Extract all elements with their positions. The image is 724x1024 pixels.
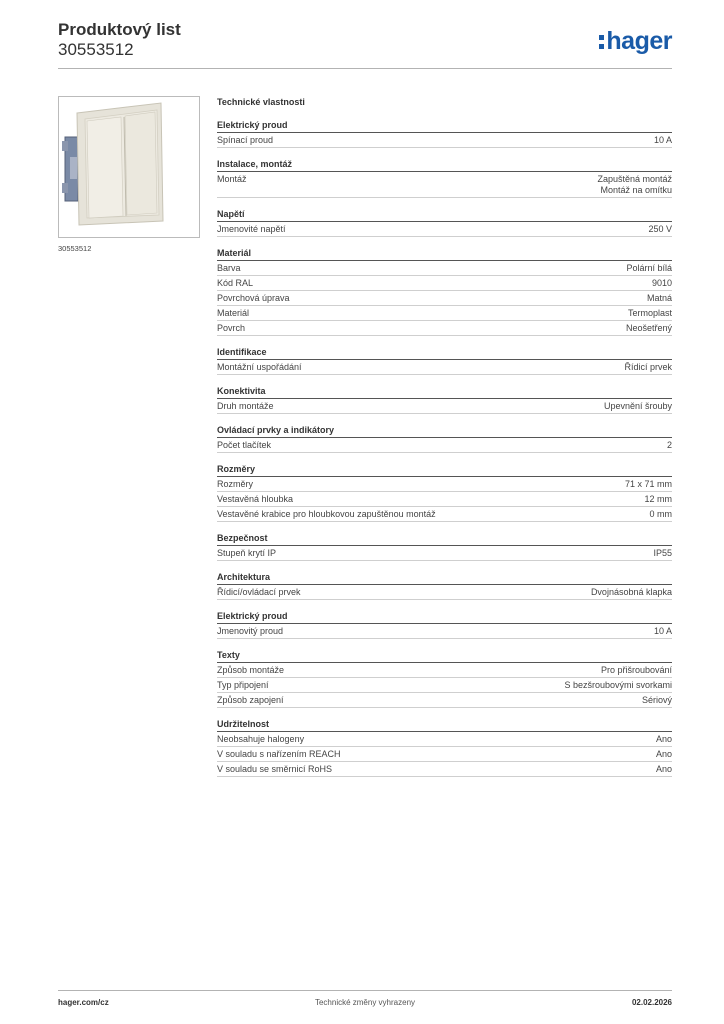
footer-date: 02.02.2026 — [631, 998, 672, 1007]
property-value: 10 A — [653, 135, 672, 145]
property-row — [217, 360, 672, 375]
property-value: 12 mm — [644, 494, 672, 504]
property-label: Kód RAL — [217, 278, 254, 288]
property-value: Sériový — [641, 695, 672, 705]
property-row — [217, 438, 672, 453]
property-row — [217, 261, 672, 276]
product-number: 30553512 — [58, 40, 134, 59]
property-row — [217, 321, 672, 336]
group-title: Konektivita — [217, 384, 672, 399]
property-label: V souladu s nařízením REACH — [217, 749, 341, 759]
property-group — [217, 207, 672, 237]
property-label: Spínací proud — [217, 135, 274, 145]
property-label: Způsob montáže — [217, 665, 285, 675]
property-row — [217, 693, 672, 708]
property-group — [217, 118, 672, 148]
document-title: Produktový list — [58, 20, 181, 39]
property-label: Montážní uspořádání — [217, 362, 302, 372]
property-label: Druh montáže — [217, 401, 274, 411]
property-label: Vestavěná hloubka — [217, 494, 294, 504]
property-row — [217, 585, 672, 600]
property-value: 71 x 71 mm — [624, 479, 672, 489]
property-row — [217, 624, 672, 639]
property-row — [217, 276, 672, 291]
property-row — [217, 222, 672, 237]
property-group — [217, 570, 672, 600]
property-value: Polární bílá — [626, 263, 672, 273]
property-value: Dvojnásobná klapka — [590, 587, 672, 597]
property-value: Zapuštěná montáž Montáž na omítku — [597, 174, 672, 195]
property-value: 2 — [666, 440, 672, 450]
group-title: Bezpečnost — [217, 531, 672, 546]
property-row — [217, 306, 672, 321]
property-group — [217, 384, 672, 414]
property-row — [217, 732, 672, 747]
property-group — [217, 609, 672, 639]
group-title: Elektrický proud — [217, 118, 672, 133]
property-value: Termoplast — [627, 308, 672, 318]
footer-divider — [58, 990, 672, 991]
property-value: Řídicí prvek — [624, 362, 672, 372]
property-group — [217, 648, 672, 708]
property-row — [217, 663, 672, 678]
property-label: Barva — [217, 263, 241, 273]
technical-properties — [217, 96, 672, 786]
property-group — [217, 246, 672, 336]
property-row — [217, 291, 672, 306]
property-value: Neošetřený — [625, 323, 672, 333]
group-title: Ovládací prvky a indikátory — [217, 423, 672, 438]
property-row — [217, 678, 672, 693]
property-row — [217, 172, 672, 198]
property-row — [217, 546, 672, 561]
property-value: 10 A — [653, 626, 672, 636]
property-value: S bezšroubovými svorkami — [564, 680, 672, 690]
group-title: Elektrický proud — [217, 609, 672, 624]
property-row — [217, 492, 672, 507]
property-group — [217, 423, 672, 453]
property-value: Upevnění šrouby — [603, 401, 672, 411]
group-title: Texty — [217, 648, 672, 663]
property-label: Povrch — [217, 323, 246, 333]
property-value: 250 V — [648, 224, 672, 234]
property-label: Stupeň krytí IP — [217, 548, 277, 558]
group-title: Napětí — [217, 207, 672, 222]
property-label: Typ připojení — [217, 680, 269, 690]
property-row — [217, 507, 672, 522]
property-label: Způsob zapojení — [217, 695, 284, 705]
property-value: IP55 — [653, 548, 672, 558]
property-label: Jmenovitý proud — [217, 626, 284, 636]
property-group — [217, 462, 672, 522]
footer-website: hager.com/cz — [58, 998, 109, 1007]
property-value: Pro přišroubování — [600, 665, 672, 675]
group-title: Identifikace — [217, 345, 672, 360]
property-row — [217, 133, 672, 148]
property-label: Řídicí/ovládací prvek — [217, 587, 301, 597]
property-value: Ano — [655, 734, 672, 744]
double-rocker-switch-product-photo-icon — [59, 97, 199, 237]
property-row — [217, 762, 672, 777]
property-label: Materiál — [217, 308, 250, 318]
property-value: Matná — [646, 293, 672, 303]
property-label: Jmenovité napětí — [217, 224, 286, 234]
header-divider — [58, 68, 672, 69]
group-title: Materiál — [217, 246, 672, 261]
property-row — [217, 747, 672, 762]
footer-note: Technické změny vyhrazeny — [314, 998, 416, 1007]
property-row — [217, 399, 672, 414]
group-title: Instalace, montáž — [217, 157, 672, 172]
logo-text: hager — [606, 27, 672, 55]
property-group — [217, 531, 672, 561]
document-header — [58, 20, 672, 68]
property-value: 0 mm — [649, 509, 672, 519]
property-value: Ano — [655, 749, 672, 759]
property-label: Montáž — [217, 174, 247, 184]
property-label: Počet tlačítek — [217, 440, 272, 450]
group-title: Architektura — [217, 570, 672, 585]
logo-colon-icon — [599, 35, 604, 49]
hager-logo — [599, 28, 672, 54]
property-label: Vestavěné krabice pro hloubkovou zapuštěnou montáž — [217, 509, 436, 519]
property-row — [217, 477, 672, 492]
group-title: Rozměry — [217, 462, 672, 477]
property-group — [217, 157, 672, 198]
property-value: 9010 — [651, 278, 672, 288]
property-group — [217, 345, 672, 375]
property-group — [217, 717, 672, 777]
property-value: Ano — [655, 764, 672, 774]
property-label: V souladu se směrnicí RoHS — [217, 764, 333, 774]
property-label: Neobsahuje halogeny — [217, 734, 305, 744]
photo-caption: 30553512 — [58, 244, 92, 253]
properties-heading: Technické vlastnosti — [217, 97, 305, 107]
property-label: Povrchová úprava — [217, 293, 290, 303]
group-title: Udržitelnost — [217, 717, 672, 732]
product-photo — [58, 96, 200, 238]
property-label: Rozměry — [217, 479, 254, 489]
